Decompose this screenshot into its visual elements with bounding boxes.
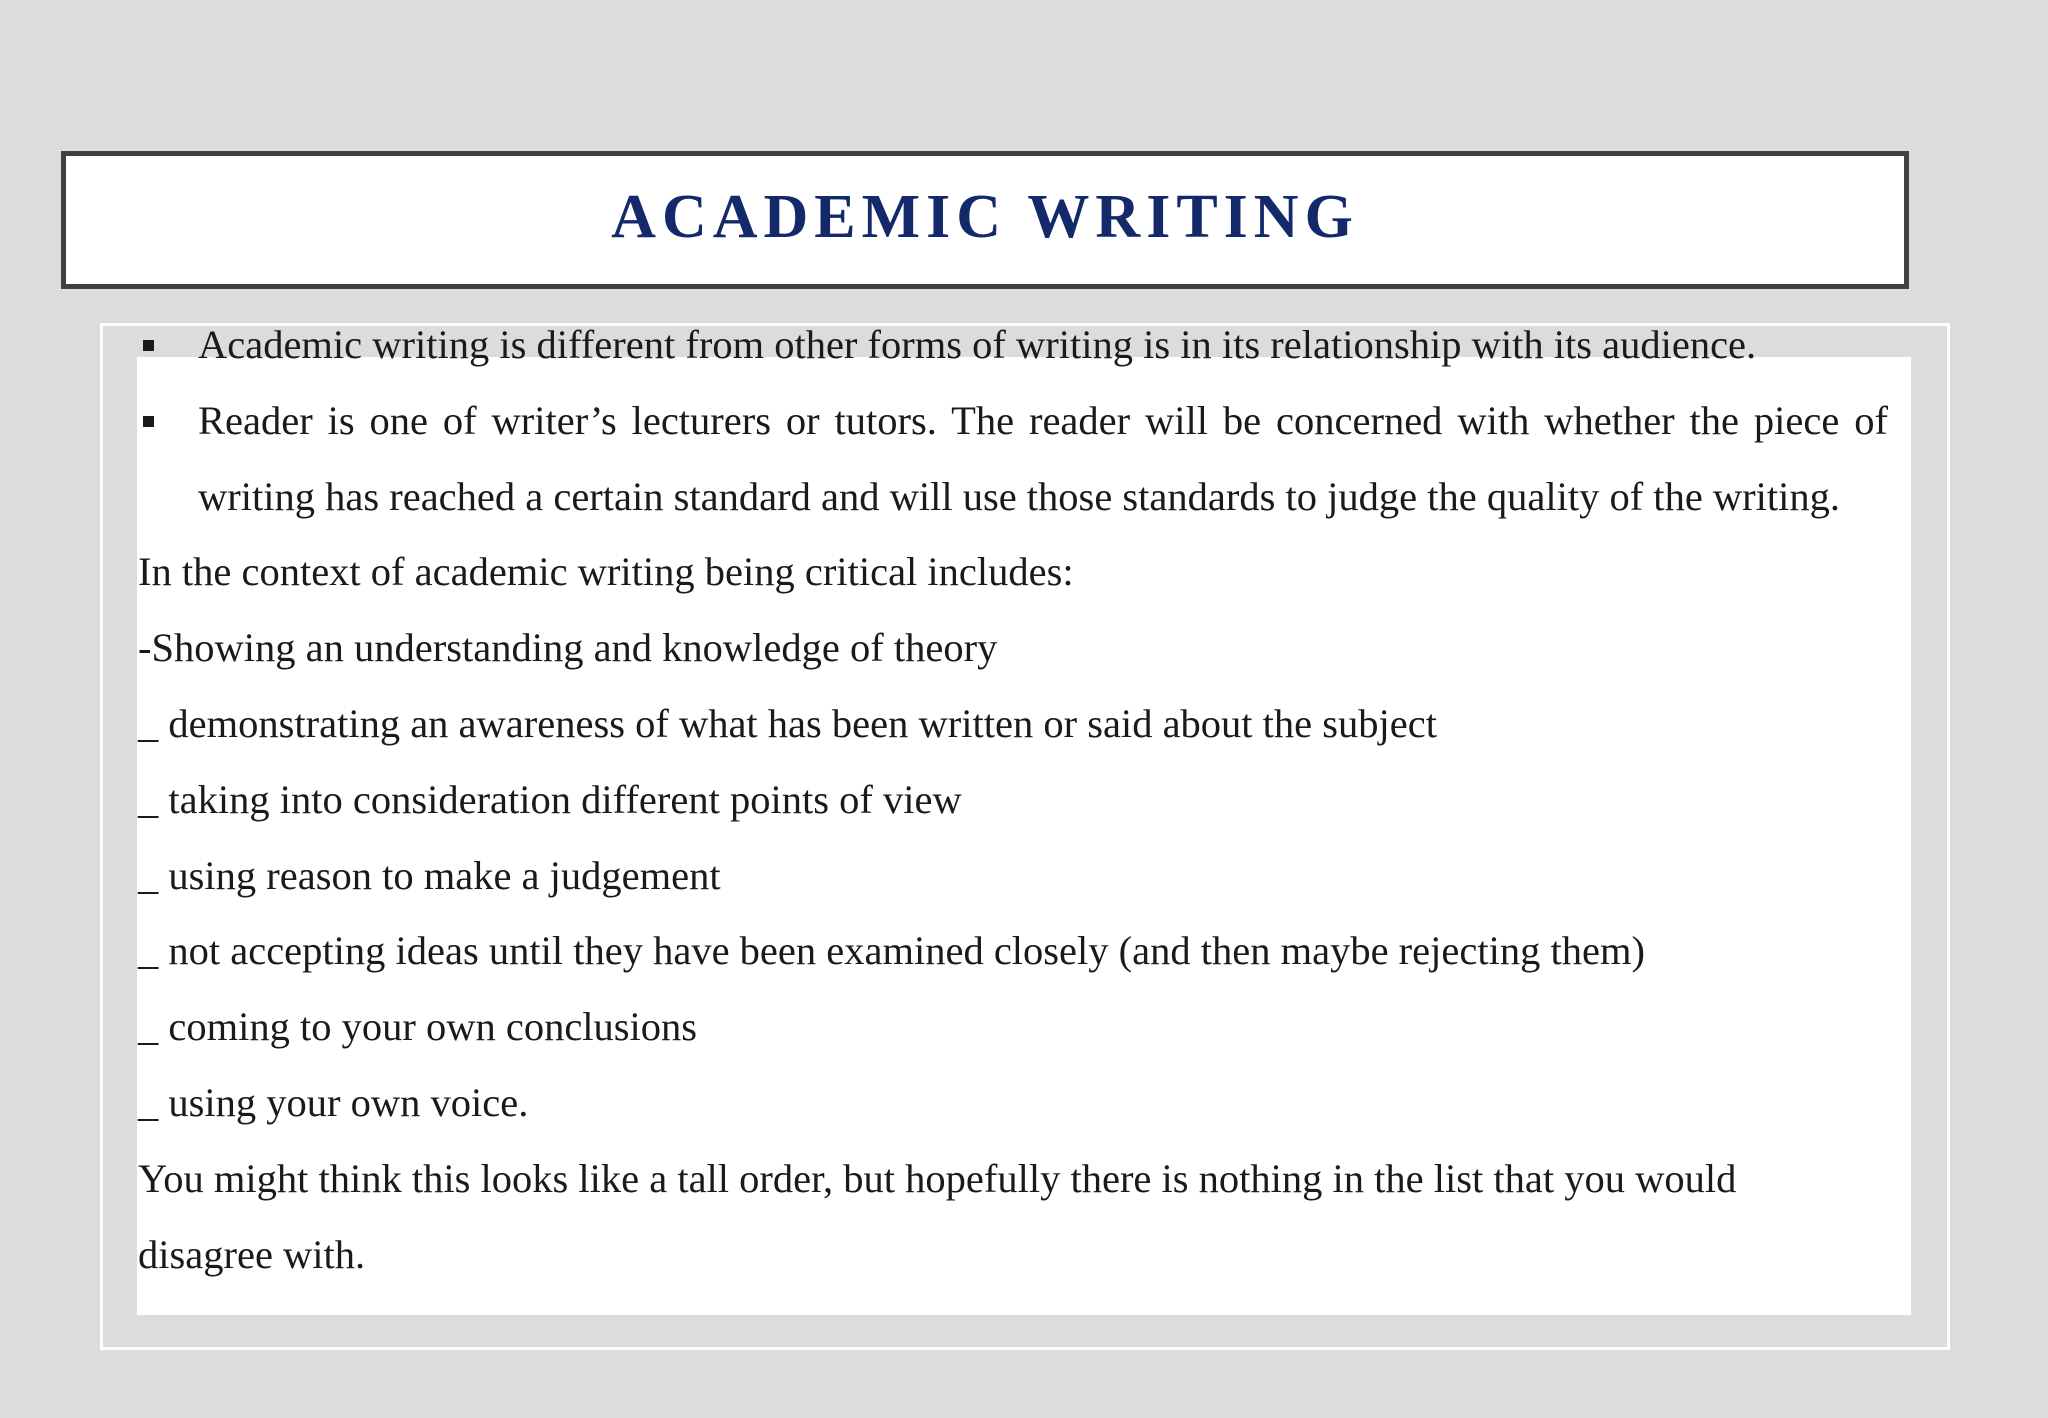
criteria-item: _ demonstrating an awareness of what has been written or said about the subject	[138, 700, 1437, 746]
bullet-item	[138, 383, 1928, 535]
bullet-text: Reader is one of writer’s lecturers or tutors. The reader will be concerned with whether the piece of writing has reached a certain standard and will use those standards to judge the quality of the writing.	[198, 397, 1888, 519]
intro-text: In the context of academic writing being critical includes:	[138, 549, 1074, 595]
slide-body	[138, 307, 1928, 1292]
criteria-item: _ using your own voice.	[138, 1079, 529, 1125]
criteria-item: -Showing an understanding and knowledge of theory	[138, 625, 998, 671]
criteria-item: _ taking into consideration different points of view	[138, 776, 962, 822]
criteria-item: _ not accepting ideas until they have been examined closely (and then maybe rejecting them)	[138, 928, 1645, 974]
criteria-item: _ coming to your own conclusions	[138, 1004, 698, 1050]
closing-text-line-2: disagree with.	[138, 1231, 366, 1277]
square-bullet-icon	[138, 383, 198, 459]
bullet-item	[138, 307, 1928, 383]
criteria-item: _ using reason to make a judgement	[138, 852, 721, 898]
closing-text-line-1: You might think this looks like a tall order, but hopefully there is nothing in the list that you would	[138, 1155, 1737, 1201]
slide-title: ACADEMIC WRITING	[611, 182, 1359, 251]
square-bullet-icon	[138, 307, 198, 383]
title-box	[61, 151, 1909, 289]
bullet-text: Academic writing is different from other forms of writing is in its relationship with its audience.	[198, 322, 1757, 367]
